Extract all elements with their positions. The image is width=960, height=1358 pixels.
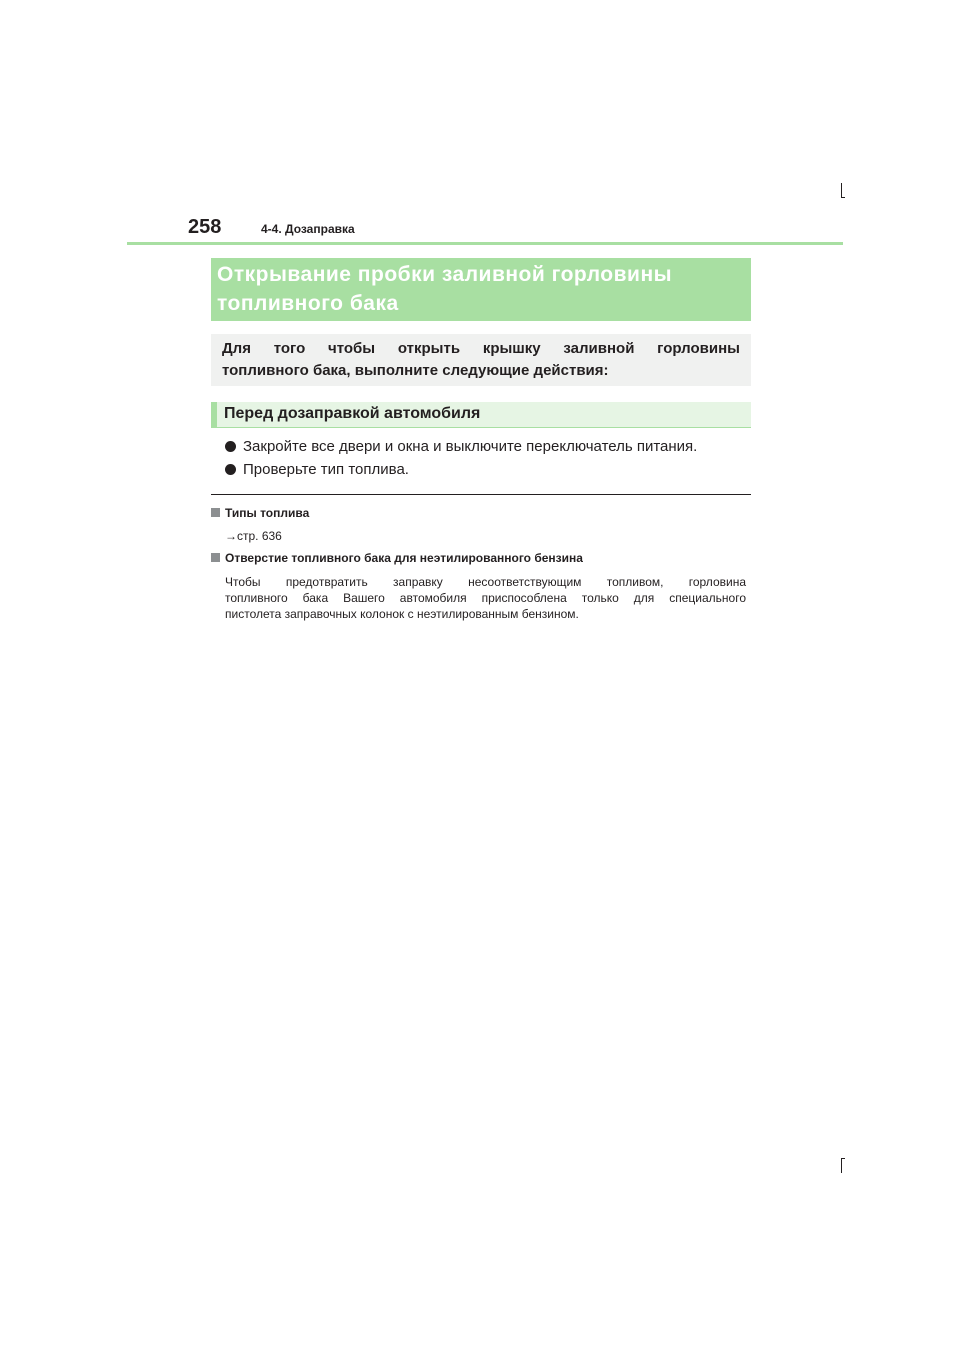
note-heading-text: Типы топлива [225, 506, 310, 520]
list-item-text: Проверьте тип топлива. [243, 461, 409, 478]
note-heading-fuel-opening [211, 551, 583, 565]
intro-line-2: топливного бака, выполните следующие действия: [222, 362, 609, 379]
note-line: Чтобы предотвратить заправку несоответствующим топливом, горловина [225, 575, 746, 589]
note-line: пистолета заправочных колонок с неэтилированным бензином. [225, 607, 579, 621]
list-item [225, 458, 697, 481]
square-bullet-icon [211, 553, 220, 562]
note-heading-fuel-types [211, 506, 309, 520]
bullet-list [225, 435, 697, 481]
crop-mark-bottom [841, 1158, 845, 1173]
bullet-dot-icon [225, 441, 236, 452]
note-line: топливного бака Вашего автомобиля приспособлена только для специального [225, 591, 746, 605]
page-title [211, 258, 751, 321]
page-title-line-2: топливного бака [217, 292, 399, 315]
page-number: 258 [188, 216, 222, 238]
header-rule [127, 242, 843, 245]
intro-box [211, 334, 751, 386]
bullet-dot-icon [225, 464, 236, 475]
crop-mark-top [841, 183, 845, 198]
intro-line-1: Для того чтобы открыть крышку заливной горловины [222, 340, 740, 357]
chapter-title: 4-4. Дозаправка [261, 222, 355, 236]
page-title-line-1: Открывание пробки заливной горловины [217, 263, 673, 286]
list-item [225, 435, 697, 458]
page-reference-link[interactable]: →стр. 636 [225, 529, 282, 543]
list-item-text: Закройте все двери и окна и выключите переключатель питания. [243, 438, 698, 455]
section-heading: Перед дозаправкой автомобиля [211, 402, 751, 428]
section-divider [211, 494, 751, 495]
note-heading-text: Отверстие топливного бака для неэтилированного бензина [225, 551, 583, 565]
square-bullet-icon [211, 508, 220, 517]
note-paragraph [225, 574, 746, 622]
